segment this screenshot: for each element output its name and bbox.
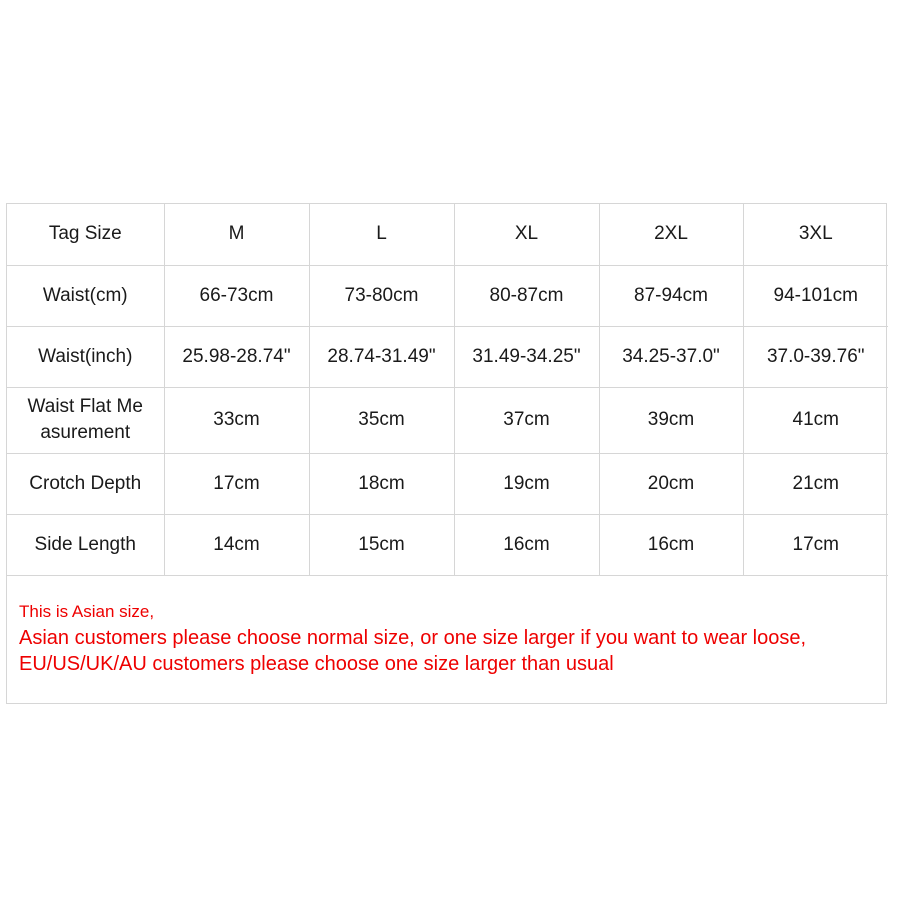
table-cell: 73-80cm <box>309 265 454 326</box>
table-header-row <box>7 204 888 265</box>
table-cell: 20cm <box>599 453 743 514</box>
row-label: Waist(cm) <box>7 265 164 326</box>
row-label: Waist(inch) <box>7 326 164 387</box>
row-label: Waist Flat Me asurement <box>7 387 164 453</box>
table-cell: 19cm <box>454 453 599 514</box>
size-table <box>7 204 888 576</box>
header-cell: M <box>164 204 309 265</box>
table-cell: 15cm <box>309 514 454 575</box>
table-cell: 39cm <box>599 387 743 453</box>
table-row <box>7 387 888 453</box>
size-chart <box>6 203 887 704</box>
table-cell: 16cm <box>599 514 743 575</box>
table-cell: 94-101cm <box>743 265 888 326</box>
table-cell: 17cm <box>743 514 888 575</box>
table-cell: 33cm <box>164 387 309 453</box>
row-label: Side Length <box>7 514 164 575</box>
table-cell: 16cm <box>454 514 599 575</box>
row-label: Crotch Depth <box>7 453 164 514</box>
table-cell: 34.25-37.0" <box>599 326 743 387</box>
note-asian-customers: Asian customers please choose normal size, or one size larger if you want to wear loose, <box>19 627 807 649</box>
header-cell: Tag Size <box>7 204 164 265</box>
header-cell: L <box>309 204 454 265</box>
note-western-customers: EU/US/UK/AU customers please choose one size larger than usual <box>19 653 614 675</box>
table-cell: 18cm <box>309 453 454 514</box>
table-row <box>7 326 888 387</box>
table-row <box>7 514 888 575</box>
table-cell: 14cm <box>164 514 309 575</box>
table-cell: 66-73cm <box>164 265 309 326</box>
header-cell: 2XL <box>599 204 743 265</box>
table-row <box>7 265 888 326</box>
size-notes <box>19 599 806 677</box>
table-cell: 25.98-28.74" <box>164 326 309 387</box>
table-cell: 17cm <box>164 453 309 514</box>
header-cell: XL <box>454 204 599 265</box>
table-cell: 37.0-39.76" <box>743 326 888 387</box>
note-asian-size: This is Asian size, <box>19 602 155 621</box>
header-cell: 3XL <box>743 204 888 265</box>
table-row <box>7 453 888 514</box>
table-cell: 35cm <box>309 387 454 453</box>
table-cell: 31.49-34.25" <box>454 326 599 387</box>
table-cell: 37cm <box>454 387 599 453</box>
table-cell: 87-94cm <box>599 265 743 326</box>
table-cell: 21cm <box>743 453 888 514</box>
table-cell: 80-87cm <box>454 265 599 326</box>
table-cell: 28.74-31.49" <box>309 326 454 387</box>
table-cell: 41cm <box>743 387 888 453</box>
